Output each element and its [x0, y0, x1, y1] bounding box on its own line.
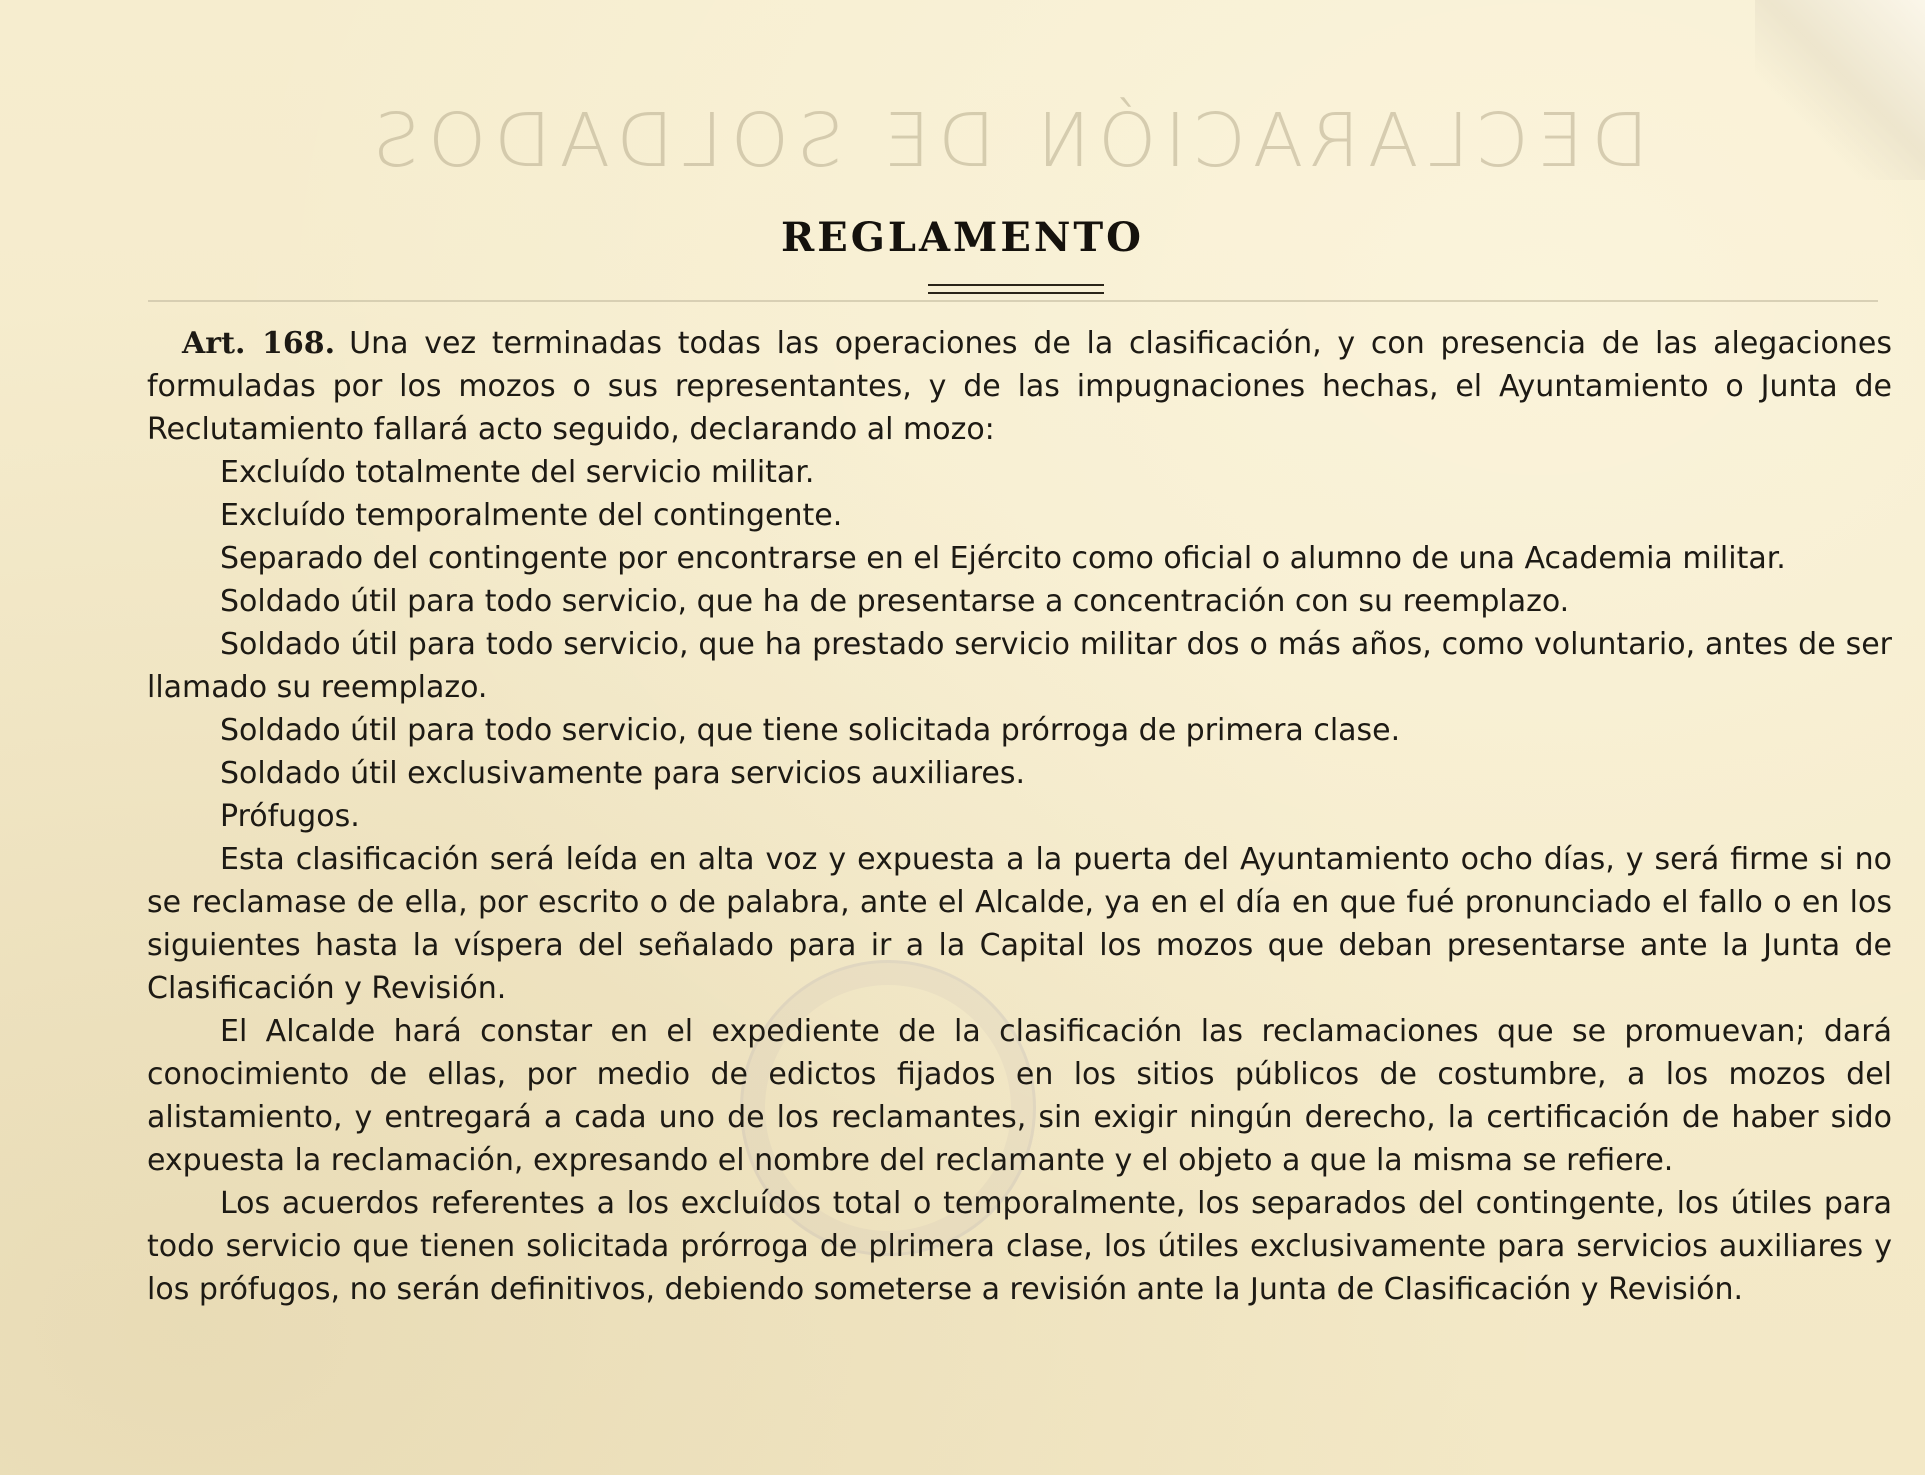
- article-intro: Una vez terminadas todas las operaciones de la clasificación, y con presencia de las alegaciones formuladas por los mozos o sus representantes, y de las impugnaciones hechas, el Ayuntamiento o Junta de Reclutamiento fallará acto seguido, declarando al mozo:: [147, 326, 1892, 447]
- classification-item: Prófugos.: [220, 799, 360, 834]
- classification-item: Excluído temporalmente del contingente.: [220, 498, 843, 533]
- classification-item: Soldado útil para todo servicio, que ha de presentarse a concentración con su reemplazo.: [220, 584, 1570, 619]
- classification-item: Excluído totalmente del servicio militar.: [220, 455, 815, 490]
- article-intro-paragraph: [147, 322, 1892, 451]
- classification-item: Separado del contingente por encontrarse en el Ejército como oficial o alumno de una Academia militar.: [220, 541, 1786, 576]
- classification-item: Soldado útil para todo servicio, que ha prestado servicio militar dos o más años, como voluntario, antes de ser llamado su reemplazo.: [147, 627, 1892, 705]
- title-underline: [928, 284, 1104, 294]
- article-label: Art. 168.: [182, 326, 336, 361]
- classification-item: Soldado útil para todo servicio, que tiene solicitada prórroga de primera clase.: [220, 713, 1401, 748]
- body-paragraph: El Alcalde hará constar en el expediente de la clasificación las reclamaciones que se promuevan; dará conocimiento de ellas, por medio de edictos fijados en los sitios públicos de costumbre, a los mozos del alistamiento, y entregará a cada uno de los reclamantes, sin exigir ningún derecho, la certificación de haber sido expuesta la reclamación, expresando el nombre del reclamante y el objeto a que la misma se refiere.: [147, 1014, 1892, 1178]
- classification-item: Soldado útil exclusivamente para servicios auxiliares.: [220, 756, 1026, 791]
- body-paragraph: Esta clasificación será leída en alta voz y expuesta a la puerta del Ayuntamiento ocho días, y será firme si no se reclamase de ella, por escrito o de palabra, ante el Alcalde, ya en el día en que fué pronunciado el fallo o en los siguientes hasta la víspera del señalado para ir a la Capital los mozos que deban presentarse ante la Junta de Clasificación y Revisión.: [147, 842, 1892, 1006]
- document-title: REGLAMENTO: [781, 214, 1144, 261]
- article-body: [147, 322, 1892, 1311]
- page-corner-fold: [1755, 0, 1925, 180]
- body-paragraph: Los acuerdos referentes a los excluídos total o temporalmente, los separados del contingente, los útiles para todo servicio que tienen solicitada prórroga de plrimera clase, los útiles exclusivamente para servicios auxiliares y los prófugos, no serán definitivos, debiendo someterse a revisión ante la Junta de Clasificación y Revisión.: [147, 1186, 1892, 1307]
- bleed-through-heading: DECLARACIÓN DE SOLDADOS: [365, 98, 1649, 184]
- bleed-through-rule: [148, 300, 1878, 302]
